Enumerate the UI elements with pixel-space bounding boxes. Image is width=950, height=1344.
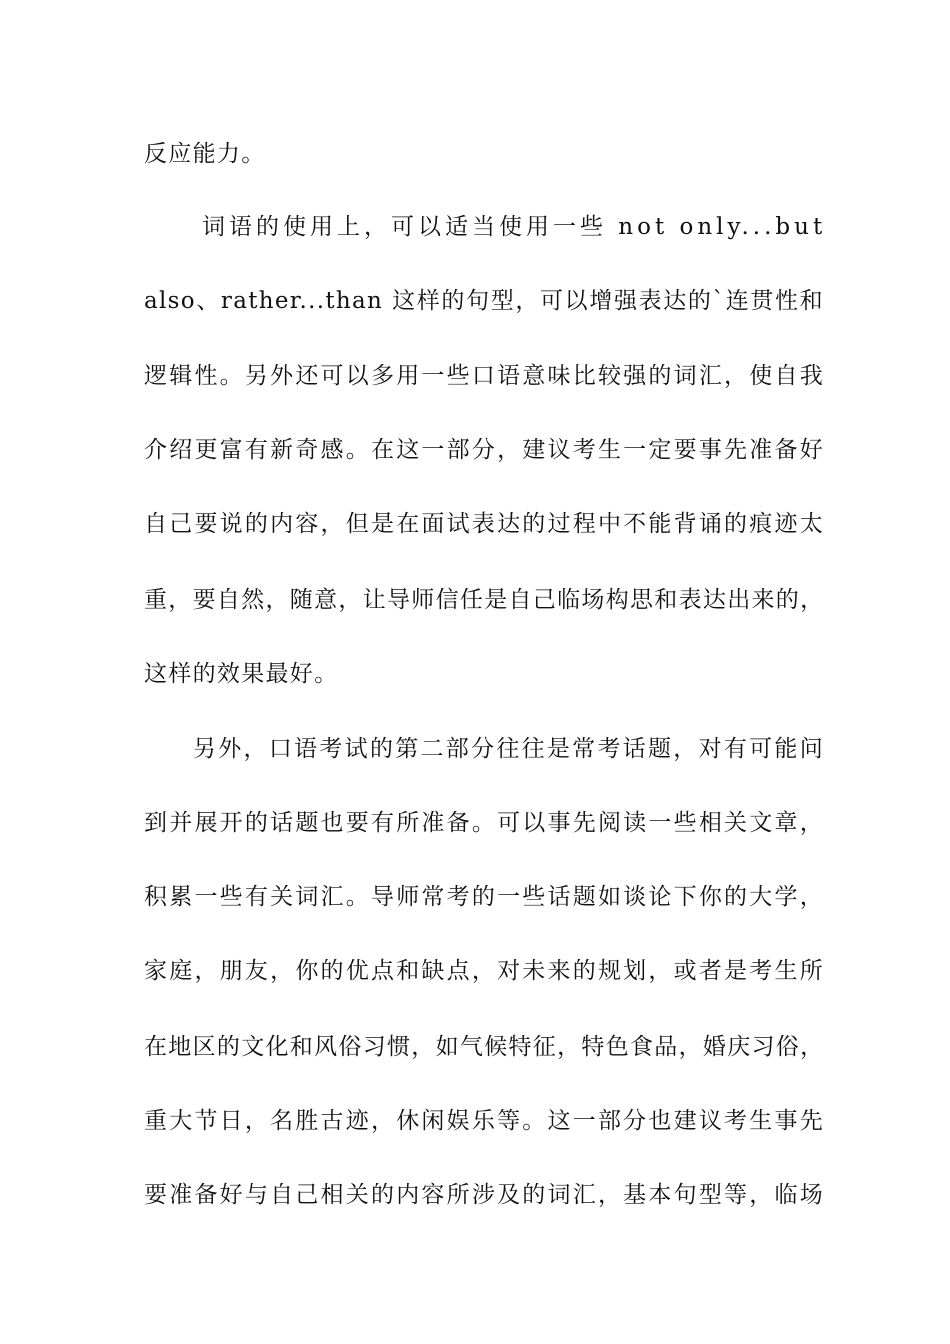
- paragraph-line: also、rather...than 这样的句型，可以增强表达的`连贯性和: [144, 288, 824, 314]
- paragraph-line: 到并展开的话题也要有所准备。可以事先阅读一些相关文章，: [144, 810, 824, 836]
- paragraph-line: 词语的使用上，可以适当使用一些 not only...but: [202, 214, 827, 240]
- paragraph-line: 反应能力。: [144, 141, 266, 167]
- paragraph-line: 这样的效果最好。: [144, 661, 339, 687]
- paragraph-line: 要准备好与自己相关的内容所涉及的词汇，基本句型等，临场: [144, 1182, 824, 1208]
- paragraph-line: 重大节日，名胜古迹，休闲娱乐等。这一部分也建议考生事先: [144, 1108, 824, 1134]
- paragraph-line: 积累一些有关词汇。导师常考的一些话题如谈论下你的大学，: [144, 884, 824, 910]
- paragraph-line: 自己要说的内容，但是在面试表达的过程中不能背诵的痕迹太: [144, 511, 824, 537]
- paragraph-line: 介绍更富有新奇感。在这一部分，建议考生一定要事先准备好: [144, 437, 824, 463]
- paragraph-line: 另外，口语考试的第二部分往往是常考话题，对有可能问: [193, 736, 824, 762]
- paragraph-line: 家庭，朋友，你的优点和缺点，对未来的规划，或者是考生所: [144, 958, 824, 984]
- paragraph-line: 逻辑性。另外还可以多用一些口语意味比较强的词汇，使自我: [144, 363, 824, 389]
- paragraph-line: 重，要自然，随意，让导师信任是自己临场构思和表达出来的，: [144, 587, 825, 613]
- paragraph-line: 在地区的文化和风俗习惯，如气候特征，特色食品，婚庆习俗，: [144, 1034, 825, 1060]
